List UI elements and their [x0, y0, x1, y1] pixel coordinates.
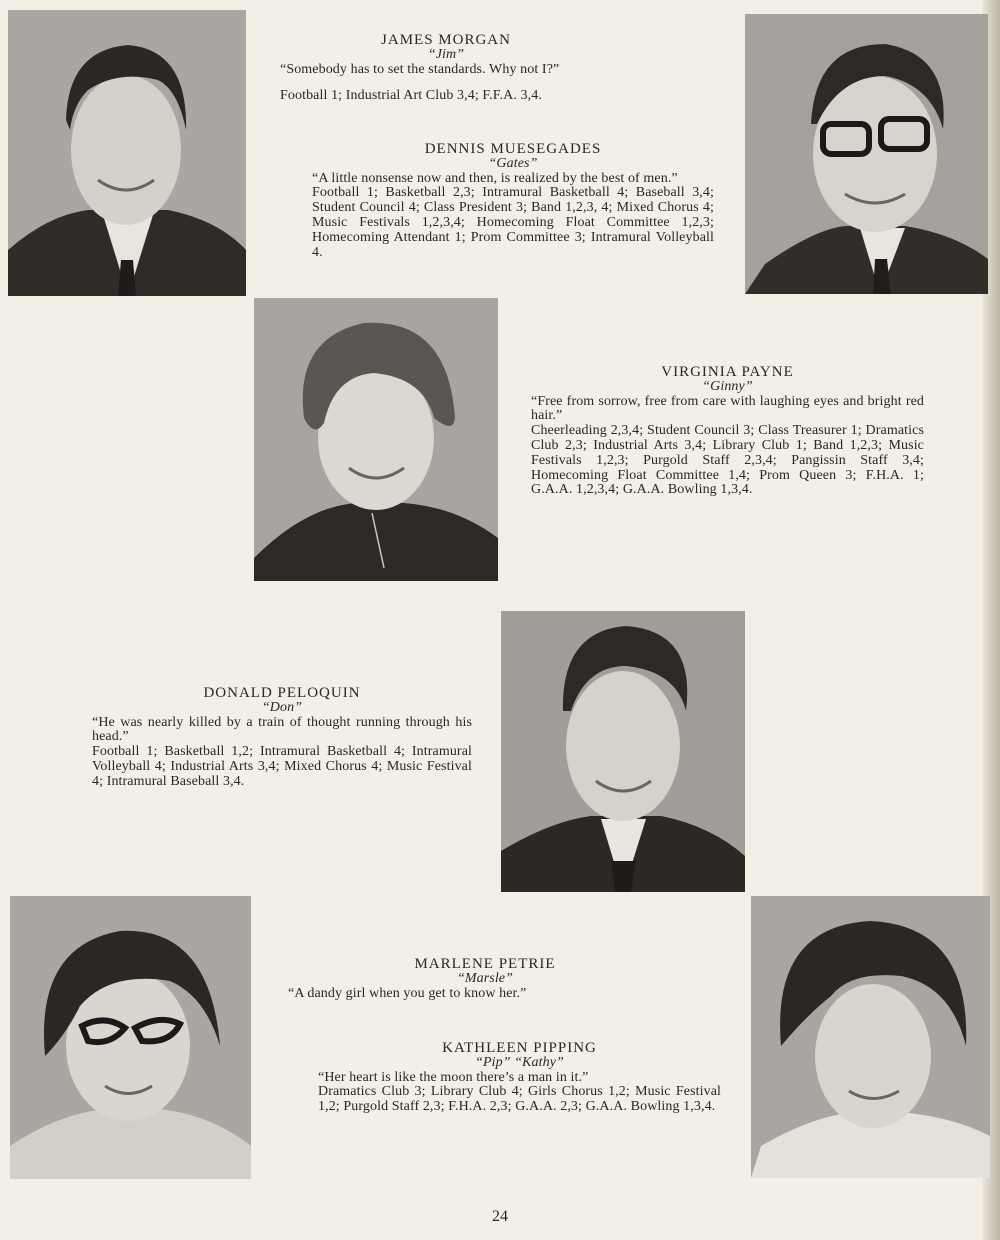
student-quote: “Her heart is like the moon there’s a man in it.” — [318, 1069, 589, 1085]
student-activities: Football 1; Industrial Art Club 3,4; F.F.A. 3,4. — [280, 88, 542, 104]
student-name: DENNIS MUESEGADES — [424, 141, 602, 157]
student-name: DONALD PELOQUIN — [203, 685, 361, 701]
student-activities: Cheerleading 2,3,4; Student Council 3; Class Treasurer 1; Dramatics Club 2,3; Industrial Arts 3,4; Library Club 1; Band 1,2,3; Music Festivals 1,2,3; Purgold Staff 2,3,4; Pangissin Staff 3,4; Homecoming Float Committee 1,4; Prom Queen 3; F.H.A. 1; G.A.A. 1,2,3,4; G.A.A. Bowling 1,3,4. — [531, 423, 924, 498]
student-entry-virginia-payne — [531, 365, 924, 498]
student-quote: “Free from sorrow, free from care with laughing eyes and bright red hair.” — [531, 393, 924, 424]
student-activities: Football 1; Basketball 2,3; Intramural Basketball 4; Baseball 3,4; Student Council 4; Class President 3; Band 1,2,3, 4; Mixed Chorus 4; Music Festivals 1,2,3,4; Homecoming Float Committee 1,2,3; Homecoming Attendant 1; Prom Committee 3; Intramural Volleyball 4. — [312, 185, 714, 260]
student-nickname: “Jim” — [427, 46, 465, 62]
student-entry-marlene-petrie — [282, 957, 688, 1001]
student-entry-james-morgan — [280, 33, 612, 104]
student-activities: Dramatics Club 3; Library Club 4; Girls Chorus 1,2; Music Festival 1,2; Purgold Staff 2,3; F.H.A. 2,3; G.A.A. 2,3; G.A.A. Bowling 1,3,4. — [318, 1084, 721, 1115]
student-quote: “A dandy girl when you get to know her.” — [288, 985, 527, 1001]
student-quote: “Somebody has to set the standards. Why not I?” — [280, 61, 560, 77]
portrait-photo-donald-peloquin — [501, 611, 745, 892]
portrait-photo-kathleen-pipping — [751, 896, 990, 1178]
student-quote: “He was nearly killed by a train of thought running through his head.” — [92, 714, 472, 745]
student-nickname: “Gates” — [488, 155, 538, 171]
page-number: 24 — [492, 1208, 508, 1225]
student-name: VIRGINIA PAYNE — [661, 364, 794, 380]
portrait-photo-virginia-payne — [254, 298, 498, 581]
student-name: MARLENE PETRIE — [414, 956, 556, 972]
student-name: KATHLEEN PIPPING — [442, 1040, 597, 1056]
student-nickname: “Marsle” — [456, 970, 514, 986]
portrait-photo-marlene-petrie — [10, 896, 251, 1179]
student-name: JAMES MORGAN — [381, 32, 511, 48]
student-nickname: “Don” — [261, 699, 303, 715]
portrait-photo-dennis-muesegades — [745, 14, 988, 294]
portrait-photo-james-morgan — [8, 10, 246, 296]
student-nickname: “Pip” “Kathy” — [475, 1054, 564, 1070]
student-entry-donald-peloquin — [92, 686, 472, 790]
student-nickname: “Ginny” — [702, 378, 753, 394]
student-activities: Football 1; Basketball 1,2; Intramural Basketball 4; Intramural Volleyball 4; Industrial Arts 3,4; Mixed Chorus 4; Music Festival 4; Intramural Baseball 3,4. — [92, 744, 472, 789]
student-entry-kathleen-pipping — [318, 1041, 721, 1115]
student-entry-dennis-muesegades — [312, 142, 714, 260]
student-quote: “A little nonsense now and then, is realized by the best of men.” — [312, 170, 678, 186]
